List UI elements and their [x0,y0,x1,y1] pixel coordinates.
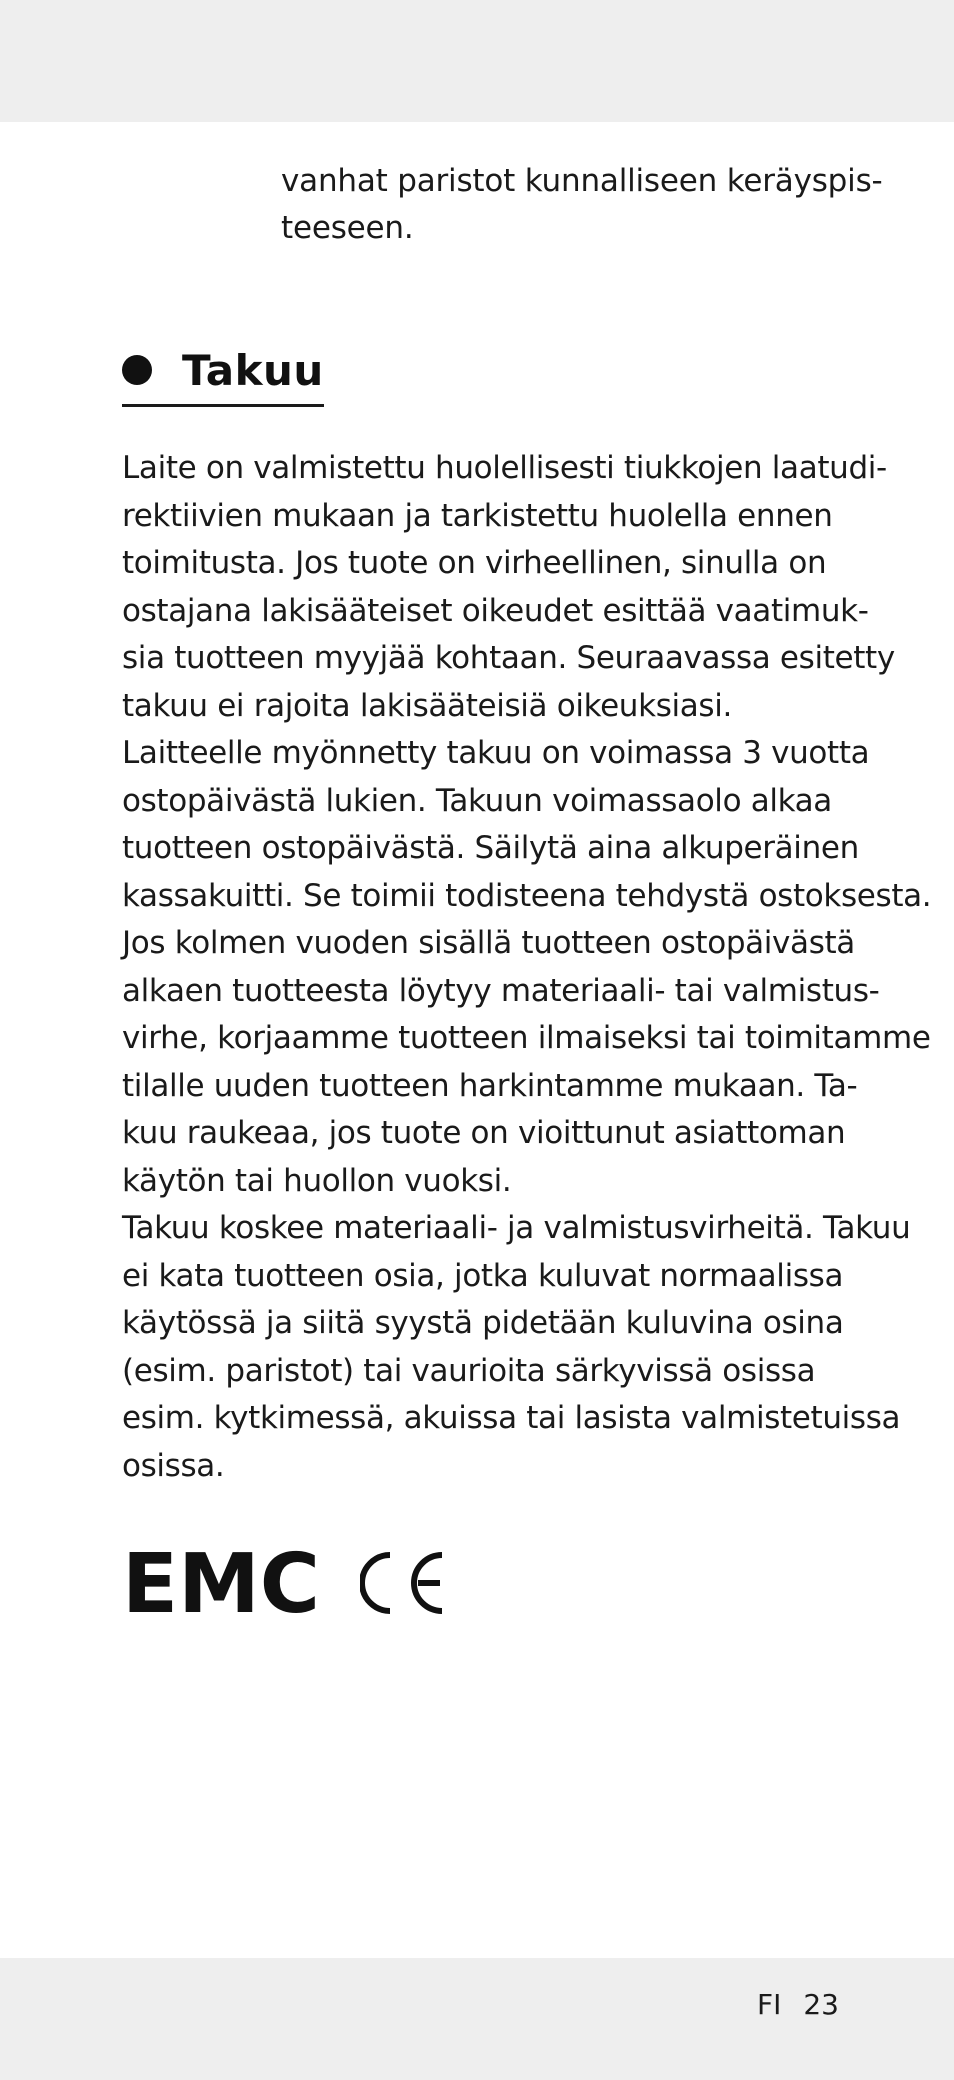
text-line: ostopäivästä lukien. Takuun voimassaolo alkaa [122,782,832,819]
top-margin-band [0,0,954,122]
text-line: käytössä ja siitä syystä pidetään kuluvina osina [122,1305,844,1341]
text-line: Laitteelle myönnetty takuu on voimassa 3 vuotta [122,735,870,771]
text-line: Laite on valmistettu huolellisesti tiukkojen laatudi- [122,450,887,486]
emc-logo [122,1548,322,1618]
text-line: ei kata tuotteen osia, jotka kuluvat normaalissa [122,1257,844,1294]
text-line: virhe, korjaamme tuotteen ilmaiseksi tai toimitamme [122,1020,931,1056]
text-line: ostajana lakisääteiset oikeudet esittää vaatimuk- [122,592,869,629]
language-code: FI [756,1988,782,2021]
text-line: esim. kytkimessä, akuissa tai lasista valmistetuissa [122,1400,901,1436]
text-line: alkaen tuotteesta löytyy materiaali- tai valmistus- [122,972,880,1009]
ce-mark-icon [360,1551,450,1615]
text-line: Jos kolmen vuoden sisällä tuotteen ostopäivästä [122,925,855,961]
text-line: toimitusta. Jos tuote on virheellinen, sinulla on [122,545,827,581]
warranty-text [122,445,932,1490]
bullet-icon [122,355,152,385]
text-line: sia tuotteen myyjää kohtaan. Seuraavassa esitetty [122,640,895,676]
text-line: tuotteen ostopäivästä. Säilytä aina alkuperäinen [122,830,859,866]
text-line: (esim. paristot) tai vaurioita särkyvissä osissa [122,1352,816,1389]
text-line: rektiivien mukaan ja tarkistettu huolella ennen [122,497,833,534]
section-title: Takuu [182,345,324,395]
text-line: Takuu koskee materiaali- ja valmistusvirheitä. Takuu [122,1210,911,1246]
text-line: vanhat paristot kunnalliseen keräyspis- [281,163,883,199]
compliance-marks [122,1548,450,1618]
text-line: tilalle uuden tuotteen harkintamme mukaan. Ta- [122,1067,858,1104]
text-line: osissa. [122,1447,225,1484]
section-heading [122,340,324,407]
emc-mark-text: EMC [122,1548,320,1618]
text-line: kuu raukeaa, jos tuote on vioittunut asiattoman [122,1115,846,1151]
text-line: kassakuitti. Se toimii todisteena tehdystä ostoksesta. [122,877,932,914]
text-line: takuu ei rajoita lakisääteisiä oikeuksiasi. [122,687,732,724]
text-line: käytön tai huollon vuoksi. [122,1162,512,1199]
page-number: 23 [803,1988,839,2021]
continuation-text [281,158,881,252]
page-footer [757,1988,839,2021]
text-line: teeseen. [281,210,414,246]
